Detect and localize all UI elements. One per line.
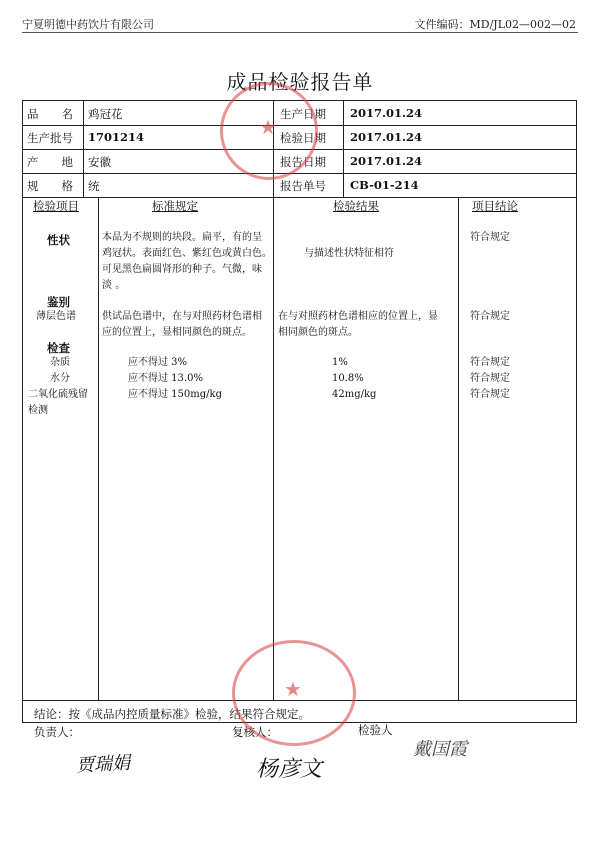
identify-result-line: 在与对照药材色谱相应的位置上，显 (278, 311, 438, 322)
report-conclusion: 结论：按《成品内控质量标准》检验，结果符合规定。 (34, 707, 310, 721)
production-date-label: 生产日期 (280, 107, 326, 121)
spec-value: 统 (88, 179, 100, 193)
check-result-moisture: 10.8% (332, 373, 364, 384)
report-title: 成品检验报告单 (226, 70, 374, 94)
report-date-value: 2017.01.24 (350, 154, 423, 168)
row-divider (23, 173, 576, 174)
identify-section-title: 鉴别 (47, 295, 70, 309)
check-item-moisture: 水分 (50, 373, 70, 384)
traits-standard-line: 可见黑色扁圆肾形的种子。气微，味 (102, 264, 262, 275)
product-value: 鸡冠花 (88, 107, 123, 121)
check-standard-impurity: 应不得过 3% (128, 357, 188, 368)
check-item-sulfur-dioxide: 二氧化硫残留 (28, 389, 88, 400)
stamp-star-icon: ★ (284, 677, 302, 701)
inspector-label: 检验人 (358, 723, 393, 737)
traits-standard-line: 本品为不规则的块段。扁平，有的呈 (102, 232, 262, 243)
report-date-label: 报告日期 (280, 155, 326, 169)
check-result-sulfur-dioxide: 42mg/kg (332, 389, 377, 400)
col-divider (343, 101, 344, 197)
document-code: 文件编码：MD/JL02—002—02 (414, 18, 576, 31)
column-header-item: 检验项目 (33, 199, 79, 213)
col-divider (458, 197, 459, 700)
identify-standard-line: 应的位置上，显相同颜色的斑点。 (102, 327, 252, 338)
batch-value: 1701214 (88, 130, 145, 144)
test-date-label: 检验日期 (280, 131, 326, 145)
col-divider (98, 197, 99, 700)
check-item-impurity: 杂质 (50, 357, 70, 368)
traits-result: 与描述性状特征相符 (304, 248, 394, 259)
quality-department-stamp (220, 82, 318, 180)
origin-value: 安徽 (88, 155, 111, 169)
check-standard-sulfur-dioxide: 应不得过 150mg/kg (128, 389, 222, 400)
check-conclusion-moisture: 符合规定 (470, 373, 510, 384)
report-number-value: CB-01-214 (350, 178, 419, 192)
check-result-impurity: 1% (332, 357, 348, 368)
check-standard-moisture: 应不得过 13.0% (128, 373, 203, 384)
production-date-value: 2017.01.24 (350, 106, 423, 120)
product-label: 品 名 (27, 107, 73, 121)
col-divider (83, 101, 84, 197)
company-header: 宁夏明德中药饮片有限公司 (22, 18, 154, 31)
company-seal-stamp (232, 640, 356, 746)
spec-label: 规 格 (27, 179, 73, 193)
traits-standard-line: 鸡冠状。表面红色、紫红色或黄白色。 (102, 248, 272, 259)
column-header-result: 检验结果 (333, 199, 379, 213)
check-conclusion-sulfur-dioxide: 符合规定 (470, 389, 510, 400)
stamp-star-icon: ★ (259, 115, 277, 139)
test-date-value: 2017.01.24 (350, 130, 423, 144)
batch-label: 生产批号 (27, 131, 73, 145)
header-divider (22, 32, 578, 33)
identify-conclusion: 符合规定 (470, 311, 510, 322)
report-number-label: 报告单号 (280, 179, 326, 193)
column-header-conclusion: 项目结论 (472, 199, 518, 213)
responsible-signature: 贾瑞娟 (75, 752, 131, 777)
identify-result-line: 相同颜色的斑点。 (278, 327, 358, 338)
reviewer-label: 复核人： (232, 725, 278, 739)
reviewer-signature: 杨彦文 (256, 757, 323, 782)
check-conclusion-impurity: 符合规定 (470, 357, 510, 368)
column-header-standard: 标准规定 (152, 199, 198, 213)
traits-conclusion: 符合规定 (470, 232, 510, 243)
identify-standard-line: 供试品色谱中，在与对照药材色谱相 (102, 311, 262, 322)
responsible-label: 负责人： (34, 725, 80, 739)
traits-section-title: 性状 (47, 233, 70, 247)
inspector-signature: 戴国霞 (413, 739, 467, 760)
origin-label: 产 地 (27, 155, 73, 169)
traits-standard-line: 淡 。 (102, 280, 126, 291)
check-section-title: 检查 (47, 341, 70, 355)
identify-subitem: 薄层色谱 (36, 311, 76, 322)
col-divider (273, 197, 274, 700)
check-item-sulfur-dioxide-cont: 检测 (28, 405, 48, 416)
